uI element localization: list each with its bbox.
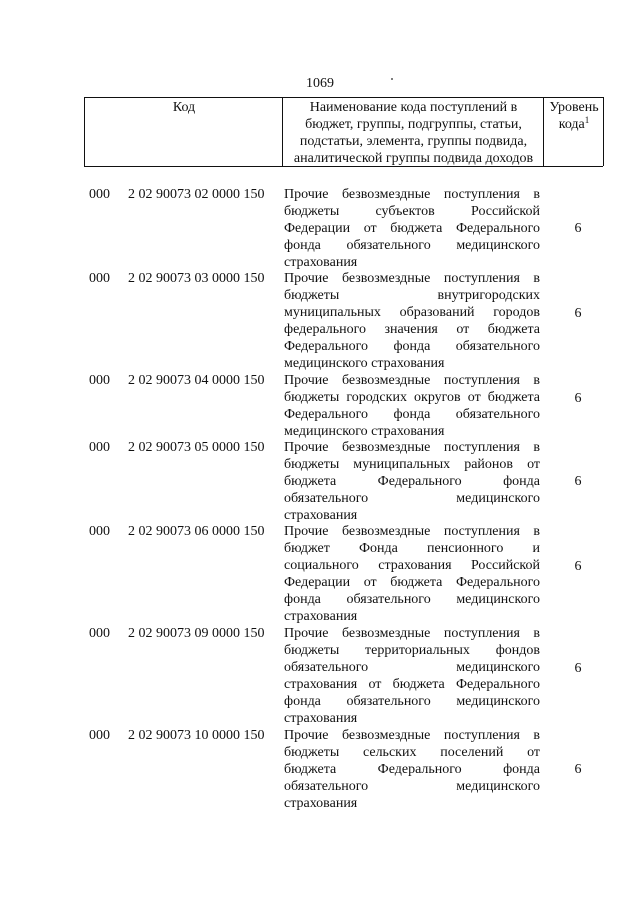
row-name-line: бюджеты территориальных фондов xyxy=(284,643,540,658)
row-name xyxy=(284,625,540,727)
row-name-line: Прочие безвозмездные поступления в xyxy=(284,728,540,743)
row-name xyxy=(284,186,540,271)
row-code: 2 02 90073 02 0000 150 xyxy=(128,187,265,202)
row-name-line: Федерации от бюджета Федерального xyxy=(284,221,540,236)
row-name-line: страхования xyxy=(284,796,358,811)
row-name-line: фонда обязательного медицинского xyxy=(284,694,540,709)
row-name-line: страхования xyxy=(284,609,358,624)
row-name-line: страхования xyxy=(284,508,358,523)
row-name-line: Прочие безвозмездные поступления в xyxy=(284,373,540,388)
header-name xyxy=(284,99,543,167)
row-name xyxy=(284,727,540,812)
row-level: 6 xyxy=(574,306,582,321)
footnote-mark: 1 xyxy=(584,115,590,125)
row-name xyxy=(284,439,540,524)
row-name-line: Прочие безвозмездные поступления в xyxy=(284,187,540,202)
row-name-line: медицинского страхования xyxy=(284,356,445,371)
row-name-line: Прочие безвозмездные поступления в xyxy=(284,524,540,539)
header-name-line: подстатьи, элемента, группы подвида, xyxy=(299,134,528,149)
row-code: 2 02 90073 10 0000 150 xyxy=(128,728,265,743)
row-prefix: 000 xyxy=(89,524,110,539)
row-name-line: бюджета Федерального фонда xyxy=(284,762,540,777)
row-name-line: муниципальных образований городов xyxy=(284,305,540,320)
row-name-line: страхования xyxy=(284,711,358,726)
header-top-rule xyxy=(84,97,603,98)
row-code: 2 02 90073 09 0000 150 xyxy=(128,626,265,641)
row-name xyxy=(284,523,540,625)
row-level: 6 xyxy=(574,661,582,676)
row-prefix: 000 xyxy=(89,187,110,202)
row-level: 6 xyxy=(574,221,582,236)
row-name-line: бюджеты внутригородских xyxy=(284,288,540,303)
row-name-line: Прочие безвозмездные поступления в xyxy=(284,440,540,455)
row-code: 2 02 90073 06 0000 150 xyxy=(128,524,265,539)
header-name-line: бюджет, группы, подгруппы, статьи, xyxy=(305,117,522,132)
row-name-line: социального страхования Российской xyxy=(284,558,540,573)
row-name-line: Федерального фонда обязательного xyxy=(284,407,540,422)
header-level xyxy=(545,99,603,133)
row-name-line: фонда обязательного медицинского xyxy=(284,592,540,607)
header-code: Код xyxy=(172,100,196,115)
header-divider-name-level xyxy=(543,97,544,166)
row-name-line: бюджеты городских округов от бюджета xyxy=(284,390,540,405)
row-level: 6 xyxy=(574,391,582,406)
header-divider-code-name xyxy=(282,97,283,166)
row-name-line: бюджеты муниципальных районов от xyxy=(284,457,540,472)
row-code: 2 02 90073 03 0000 150 xyxy=(128,271,265,286)
row-prefix: 000 xyxy=(89,271,110,286)
header-name-line: аналитической группы подвида доходов xyxy=(293,151,534,166)
row-level: 6 xyxy=(574,559,582,574)
header-level-line: кода$^1$ xyxy=(558,115,590,132)
header-left-border xyxy=(84,97,85,166)
row-prefix: 000 xyxy=(89,728,110,743)
row-name-line: бюджеты субъектов Российской xyxy=(284,204,540,219)
row-name-line: медицинского страхования xyxy=(284,424,445,439)
row-name-line: страхования от бюджета Федерального xyxy=(284,677,540,692)
row-name-line: Федерации от бюджета Федерального xyxy=(284,575,540,590)
row-level: 6 xyxy=(574,474,582,489)
row-prefix: 000 xyxy=(89,440,110,455)
scan-speck xyxy=(391,78,393,80)
row-code: 2 02 90073 05 0000 150 xyxy=(128,440,265,455)
row-prefix: 000 xyxy=(89,626,110,641)
row-name-line: бюджеты сельских поселений от xyxy=(284,745,540,760)
row-name-line: Федерального фонда обязательного xyxy=(284,339,540,354)
row-level: 6 xyxy=(574,762,582,777)
header-name-line: Наименование кода поступлений в xyxy=(309,100,518,115)
row-name xyxy=(284,270,540,372)
page-number: 1069 xyxy=(306,76,334,91)
row-prefix: 000 xyxy=(89,373,110,388)
row-name-line: обязательного медицинского xyxy=(284,491,540,506)
row-name-line: Прочие безвозмездные поступления в xyxy=(284,271,540,286)
row-name-line: федерального значения от бюджета xyxy=(284,322,540,337)
row-name xyxy=(284,372,540,440)
row-code: 2 02 90073 04 0000 150 xyxy=(128,373,265,388)
row-name-line: страхования xyxy=(284,255,358,270)
row-name-line: бюджет Фонда пенсионного и xyxy=(284,541,540,556)
header-level-line: Уровень xyxy=(549,100,599,115)
header-right-border xyxy=(603,97,604,166)
row-name-line: обязательного медицинского xyxy=(284,660,540,675)
row-name-line: обязательного медицинского xyxy=(284,779,540,794)
row-name-line: бюджета Федерального фонда xyxy=(284,474,540,489)
row-name-line: фонда обязательного медицинского xyxy=(284,238,540,253)
row-name-line: Прочие безвозмездные поступления в xyxy=(284,626,540,641)
